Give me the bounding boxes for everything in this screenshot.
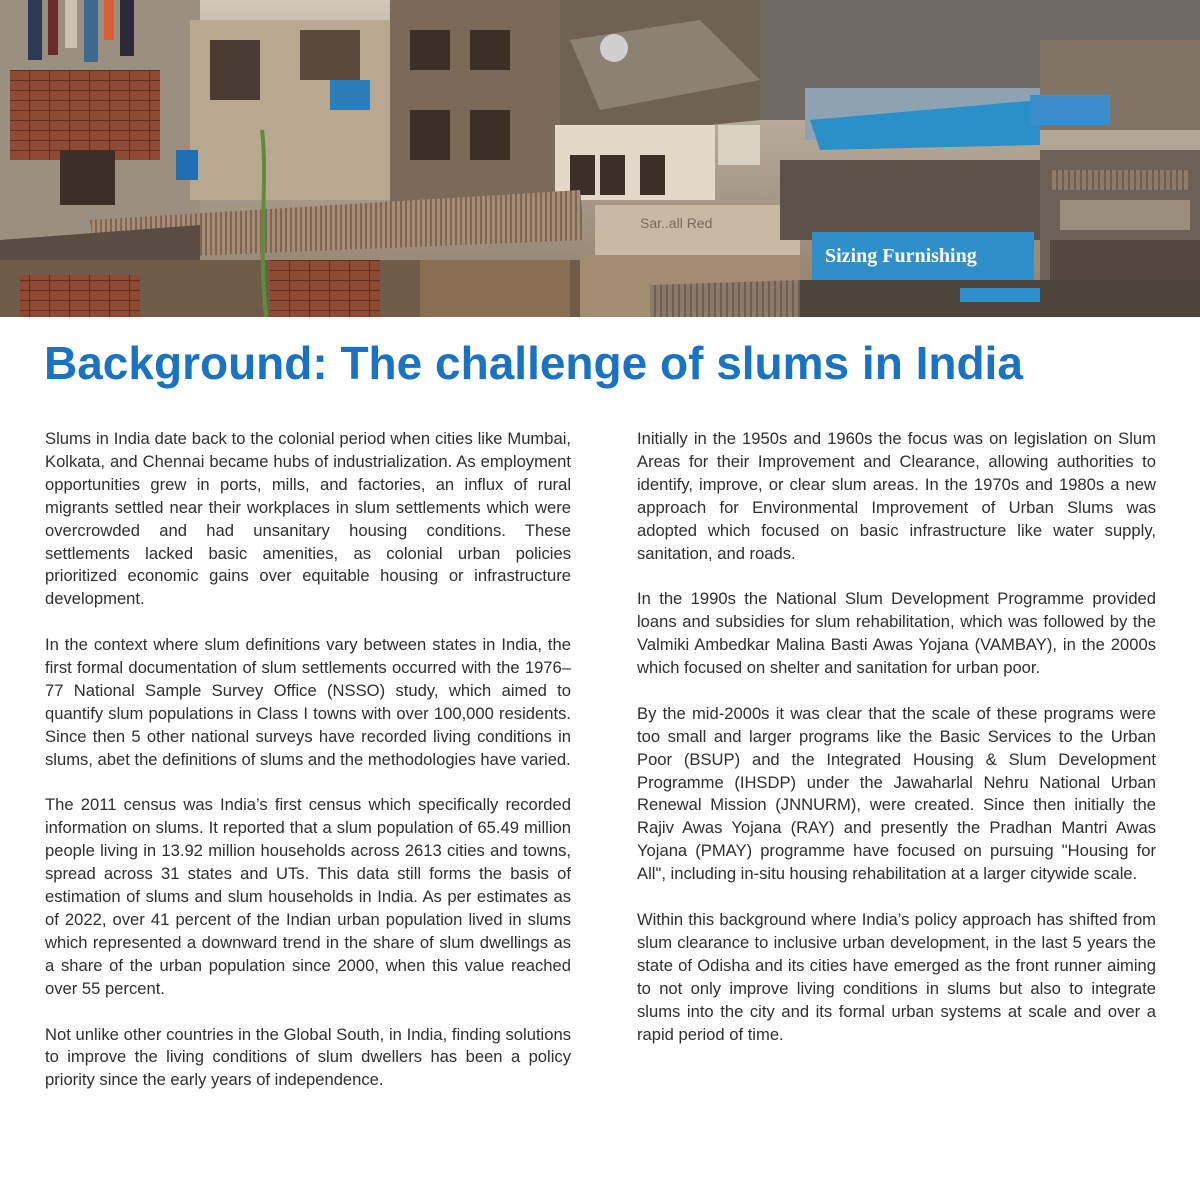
right-text-column [637, 428, 1156, 1069]
hero-photo-slum-buildings [0, 0, 1200, 317]
paragraph-1950s-1980s: Initially in the 1950s and 1960s the focus was on legislation on Slum Areas for their Improvement and Clearance, allowing authorities to identify, improve, or clear slum areas. In the 1970s and 1980s a new approach for Environmental Improvement of Urban Slums was adopted which focused on basic infrastructure like water supply, sanitation, and roads. [637, 429, 1156, 563]
left-text-column [45, 428, 571, 1115]
painted-wall-text: Sar..all Red [640, 215, 713, 231]
paragraph-policy-priority: Not unlike other countries in the Global South, in India, finding solutions to improve the living conditions of slum dwellers has been a policy priority since the early years of independence. [45, 1024, 571, 1090]
paragraph-mid-2000s: By the mid-2000s it was clear that the scale of these programs were too small and larger programs like the Basic Services to the Urban Poor (BSUP) and the Integrated Housing & Slum Development Programme (IHSDP) under the Jawaharlal Nehru National Urban Renewal Mission (JNNURM), were created. Since then initially the Rajiv Awas Yojana (RAY) and presently the Pradhan Mantri Awas Yojana (PMAY) programme have focused on pursuing "Housing for All", including in-situ housing rehabilitation at a larger citywide scale. [637, 703, 1156, 884]
paragraph-slum-history: Slums in India date back to the colonial period when cities like Mumbai, Kolkata, and Chennai became hubs of industrialization. As employment opportunities grew in ports, mills, and factories, an influx of rural migrants settled near their workplaces in slum settlements which were overcrowded and had unsanitary housing conditions. These settlements lacked basic amenities, as colonial urban policies prioritized economic gains over equitable housing or infrastructure development. [45, 429, 571, 609]
page-title: Background: The challenge of slums in India [44, 337, 1023, 389]
shop-sign-text: Sizing Furnishing [825, 245, 977, 267]
paragraph-1990s-2000s: In the 1990s the National Slum Development Programme provided loans and subsidies for slum rehabilitation, which was followed by the Valmiki Ambedkar Malina Basti Awas Yojana (VAMBAY), in the 2000s which focused on shelter and sanitation for urban poor. [637, 589, 1156, 678]
paragraph-odisha: Within this background where India’s policy approach has shifted from slum clearance to inclusive urban development, in the last 5 years the state of Odisha and its cities have emerged as the front runner aiming to not only improve living conditions in slums but also to integrate slums into the city and its formal urban systems at scale and over a rapid period of time. [637, 909, 1156, 1044]
paragraph-slum-definitions: In the context where slum definitions vary between states in India, the first formal documentation of slum settlements occurred with the 1976–77 National Sample Survey Office (NSSO) study, which aimed to quantify slum populations in Class I towns with over 100,000 residents. Since then 5 other national surveys have recorded living conditions in slums, abet the definitions of slums and the methodologies have varied. [45, 635, 571, 769]
paragraph-2011-census: The 2011 census was India’s first census which specifically recorded information on slums. It reported that a slum population of 65.49 million people living in 13.92 million households across 2613 cities and towns, spread across 31 states and UTs. This data still forms the basis of estimation of slums and slum households in India. As per estimates as of 2022, over 41 percent of the Indian urban population lived in slums which represented a downward trend in the share of slum dwellings as a share of the urban population since 2000, when this value reached over 55 percent. [45, 795, 571, 998]
